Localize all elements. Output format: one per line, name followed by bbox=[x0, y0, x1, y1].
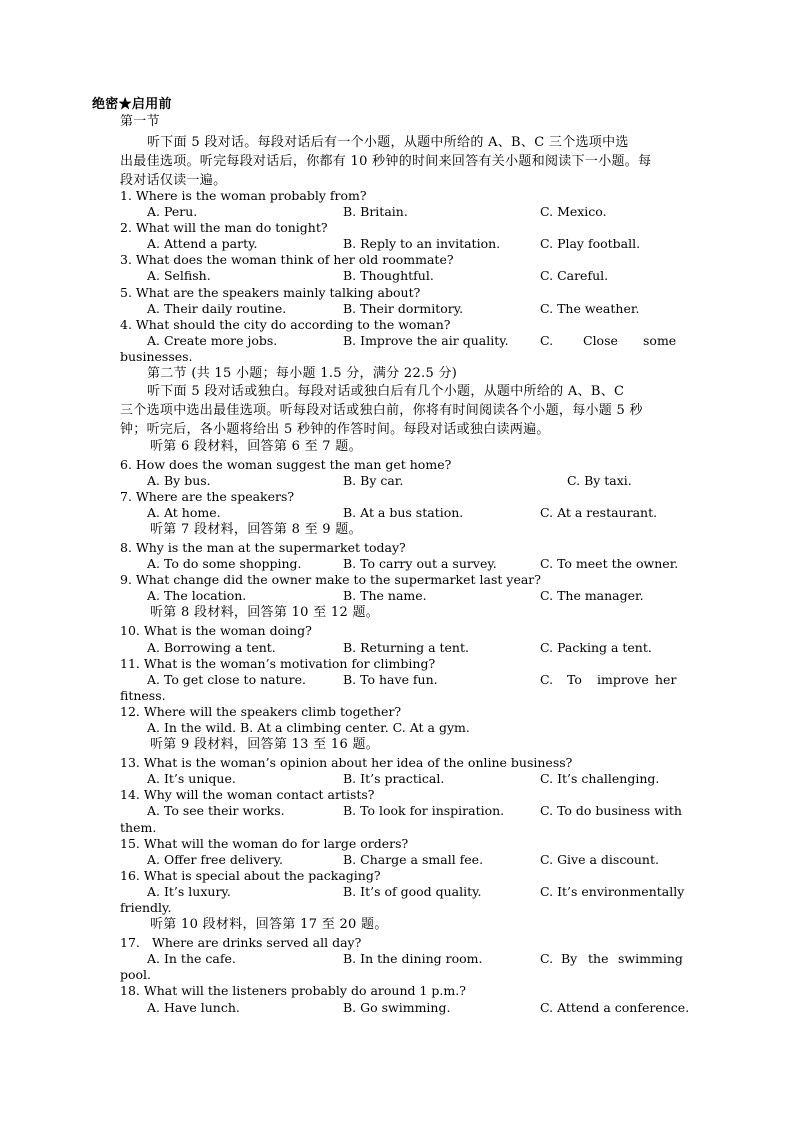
question-number: 17. bbox=[120, 935, 140, 950]
question-stem: 15. What will the woman do for large orders? bbox=[120, 836, 409, 851]
question-stem: 7. Where are the speakers? bbox=[120, 489, 295, 504]
option-a: A. It’s luxury. bbox=[147, 884, 231, 899]
option-b: B. Reply to an invitation. bbox=[343, 236, 501, 251]
question-stem-line bbox=[0, 703, 794, 720]
option-a: A. At home. bbox=[147, 505, 221, 520]
option-a: A. To get close to nature. bbox=[147, 672, 306, 687]
question-stem-line bbox=[0, 571, 794, 588]
material-heading-line bbox=[0, 604, 794, 621]
option-line bbox=[0, 883, 794, 900]
material-heading-line bbox=[0, 736, 794, 753]
option-c: improve bbox=[597, 672, 649, 687]
question-stem: 12. Where will the speakers climb together? bbox=[120, 704, 402, 719]
option-a: A. Peru. bbox=[147, 204, 198, 219]
option-b: B. Britain. bbox=[343, 204, 408, 219]
material-heading: 听第 9 段材料，回答第 13 至 16 题。 bbox=[150, 737, 380, 752]
option-b: B. By car. bbox=[343, 473, 404, 488]
option-line bbox=[0, 555, 794, 572]
question-stem: Where are drinks served all day? bbox=[152, 935, 362, 950]
option-c: the bbox=[588, 951, 609, 966]
option-line bbox=[0, 235, 794, 252]
question-stem-line bbox=[0, 754, 794, 771]
option-b: B. Charge a small fee. bbox=[343, 852, 484, 867]
option-line bbox=[0, 267, 794, 284]
question-stem-line bbox=[0, 655, 794, 672]
option-line bbox=[0, 851, 794, 868]
question-stem-line bbox=[0, 219, 794, 236]
option-line bbox=[0, 950, 794, 967]
option-b: B. To look for inspiration. bbox=[343, 803, 505, 818]
question-stem: 2. What will the man do tonight? bbox=[120, 220, 328, 235]
option-a: A. Create more jobs. bbox=[147, 333, 278, 348]
option-line bbox=[0, 504, 794, 521]
question-stem-line bbox=[0, 539, 794, 556]
option-b: B. Go swimming. bbox=[343, 1000, 451, 1015]
option-continuation-line bbox=[0, 819, 794, 836]
question-stem: 3. What does the woman think of her old roommate? bbox=[120, 252, 454, 267]
option-continuation: pool. bbox=[120, 967, 152, 982]
option-continuation-line bbox=[0, 899, 794, 916]
question-stem-line bbox=[0, 316, 794, 333]
option-c: C. Careful. bbox=[540, 268, 609, 283]
option-b: B. The name. bbox=[343, 588, 427, 603]
section1-instruction-line bbox=[0, 153, 794, 170]
option-b: B. Returning a tent. bbox=[343, 640, 469, 655]
option-continuation-line bbox=[0, 966, 794, 983]
material-heading-line bbox=[0, 521, 794, 538]
question-stem-line bbox=[0, 187, 794, 204]
option-c: C. Give a discount. bbox=[540, 852, 659, 867]
section2-title-line bbox=[0, 365, 794, 382]
options-inline: A. In the wild. B. At a climbing center. C. At a gym. bbox=[147, 720, 470, 735]
section2-instruction-text: 三个选项中选出最佳选项。听每段对话或独白前，你将有时间阅读各个小题，每小题 5 秒 bbox=[120, 403, 643, 418]
option-continuation: fitness. bbox=[120, 688, 166, 703]
question-stem-line bbox=[0, 488, 794, 505]
option-c: C. To do business with bbox=[540, 803, 682, 818]
option-b: B. In the dining room. bbox=[343, 951, 483, 966]
option-a: A. Borrowing a tent. bbox=[147, 640, 276, 655]
option-continuation: friendly. bbox=[120, 900, 172, 915]
option-a: A. Their daily routine. bbox=[147, 301, 287, 316]
option-c: C. The manager. bbox=[540, 588, 644, 603]
option-b: B. Improve the air quality. bbox=[343, 333, 509, 348]
question-stem: 14. Why will the woman contact artists? bbox=[120, 787, 375, 802]
option-c: C. Mexico. bbox=[540, 204, 607, 219]
material-heading-line bbox=[0, 916, 794, 933]
option-a: A. To do some shopping. bbox=[147, 556, 302, 571]
option-a: A. Attend a party. bbox=[147, 236, 258, 251]
option-line bbox=[0, 203, 794, 220]
option-c: C. It’s challenging. bbox=[540, 771, 660, 786]
section2-instruction-line bbox=[0, 402, 794, 419]
option-b: B. It’s of good quality. bbox=[343, 884, 482, 899]
option-continuation: them. bbox=[120, 820, 157, 835]
option-b: B. Their dormitory. bbox=[343, 301, 464, 316]
option-line bbox=[0, 587, 794, 604]
section1-instruction-text: 段对话仅读一遍。 bbox=[120, 173, 227, 188]
question-stem: 6. How does the woman suggest the man get home? bbox=[120, 457, 452, 472]
question-stem: 18. What will the listeners probably do around 1 p.m.? bbox=[120, 983, 466, 998]
option-b: B. Thoughtful. bbox=[343, 268, 434, 283]
option-c: swimming bbox=[618, 951, 683, 966]
question-stem: 16. What is special about the packaging? bbox=[120, 868, 381, 883]
question-stem: 1. Where is the woman probably from? bbox=[120, 188, 367, 203]
option-line bbox=[0, 472, 794, 489]
section2-instruction-text: 听下面 5 段对话或独白。每段对话或独白后有几个小题，从题中所给的 A、B、C bbox=[147, 384, 625, 399]
option-b: B. At a bus station. bbox=[343, 505, 464, 520]
option-c: her bbox=[655, 672, 677, 687]
option-b: B. To carry out a survey. bbox=[343, 556, 497, 571]
option-continuation-line bbox=[0, 687, 794, 704]
option-a: A. By bus. bbox=[147, 473, 211, 488]
option-continuation-line bbox=[0, 348, 794, 365]
option-c: C. The weather. bbox=[540, 301, 640, 316]
question-stem-line bbox=[0, 982, 794, 999]
option-b: B. It’s practical. bbox=[343, 771, 445, 786]
question-stem-line bbox=[0, 867, 794, 884]
option-line bbox=[0, 999, 794, 1016]
section1-title-line bbox=[0, 113, 794, 130]
option-line bbox=[0, 802, 794, 819]
question-stem-line bbox=[0, 456, 794, 473]
section2-instruction-text: 钟；听完后，各小题将给出 5 秒钟的作答时间。每段对话或独白读两遍。 bbox=[120, 422, 550, 437]
option-c: Close bbox=[583, 333, 618, 348]
option-c: C. Play football. bbox=[540, 236, 641, 251]
section2-instruction-line bbox=[0, 383, 794, 400]
option-a: A. It’s unique. bbox=[147, 771, 236, 786]
option-c: C. Packing a tent. bbox=[540, 640, 652, 655]
question-stem: 9. What change did the owner make to the supermarket last year? bbox=[120, 572, 541, 587]
option-c: C. By taxi. bbox=[567, 473, 632, 488]
material-heading: 听第 7 段材料，回答第 8 至 9 题。 bbox=[150, 522, 362, 537]
option-continuation: businesses. bbox=[120, 349, 193, 364]
question-stem: 13. What is the woman’s opinion about her idea of the online business? bbox=[120, 755, 573, 770]
question-stem: 11. What is the woman’s motivation for climbing? bbox=[120, 656, 436, 671]
option-c: some bbox=[643, 333, 677, 348]
option-line bbox=[0, 332, 794, 349]
option-line bbox=[0, 671, 794, 688]
option-c: C. It’s environmentally bbox=[540, 884, 685, 899]
section2-instruction-line bbox=[0, 421, 794, 438]
question-stem: 4. What should the city do according to the woman? bbox=[120, 317, 451, 332]
option-line bbox=[0, 300, 794, 317]
section1-instruction-text: 出最佳选项。听完每段对话后，你都有 10 秒钟的时间来回答有关小题和阅读下一小题。每 bbox=[120, 154, 652, 169]
option-a: A. Offer free delivery. bbox=[147, 852, 284, 867]
option-c: C. To meet the owner. bbox=[540, 556, 679, 571]
material-heading-line bbox=[0, 438, 794, 455]
question-stem: 10. What is the woman doing? bbox=[120, 623, 312, 638]
section1-instruction-line bbox=[0, 134, 794, 151]
option-a: A. Selfish. bbox=[147, 268, 211, 283]
option-b: B. To have fun. bbox=[343, 672, 438, 687]
option-c: C. bbox=[540, 951, 554, 966]
question-stem-line bbox=[0, 934, 794, 951]
option-c: To bbox=[567, 672, 582, 687]
question-stem-line bbox=[0, 251, 794, 268]
option-a: A. Have lunch. bbox=[147, 1000, 240, 1015]
option-a: A. The location. bbox=[147, 588, 247, 603]
secret-label: 绝密★启用前 bbox=[92, 97, 172, 112]
question-stem-line bbox=[0, 835, 794, 852]
header-line bbox=[0, 96, 794, 113]
option-c: C. At a restaurant. bbox=[540, 505, 658, 520]
option-a: A. In the cafe. bbox=[147, 951, 236, 966]
option-c: C. bbox=[540, 672, 554, 687]
question-stem-line bbox=[0, 622, 794, 639]
section2-title: 第二节 (共 15 小题；每小题 1.5 分，满分 22.5 分) bbox=[147, 366, 458, 381]
material-heading: 听第 10 段材料，回答第 17 至 20 题。 bbox=[150, 917, 388, 932]
material-heading: 听第 8 段材料，回答第 10 至 12 题。 bbox=[150, 605, 380, 620]
section1-title: 第一节 bbox=[120, 114, 160, 129]
question-stem: 5. What are the speakers mainly talking about? bbox=[120, 285, 421, 300]
material-heading: 听第 6 段材料，回答第 6 至 7 题。 bbox=[150, 439, 362, 454]
option-line bbox=[0, 770, 794, 787]
option-line bbox=[0, 719, 794, 736]
option-c: By bbox=[561, 951, 578, 966]
question-stem-line bbox=[0, 786, 794, 803]
option-c: C. bbox=[540, 333, 554, 348]
section1-instruction-text: 听下面 5 段对话。每段对话后有一个小题，从题中所给的 A、B、C 三个选项中选 bbox=[147, 135, 629, 150]
option-a: A. To see their works. bbox=[147, 803, 285, 818]
option-line bbox=[0, 639, 794, 656]
option-c: C. Attend a conference. bbox=[540, 1000, 690, 1015]
question-stem: 8. Why is the man at the supermarket today? bbox=[120, 540, 406, 555]
question-stem-line bbox=[0, 284, 794, 301]
